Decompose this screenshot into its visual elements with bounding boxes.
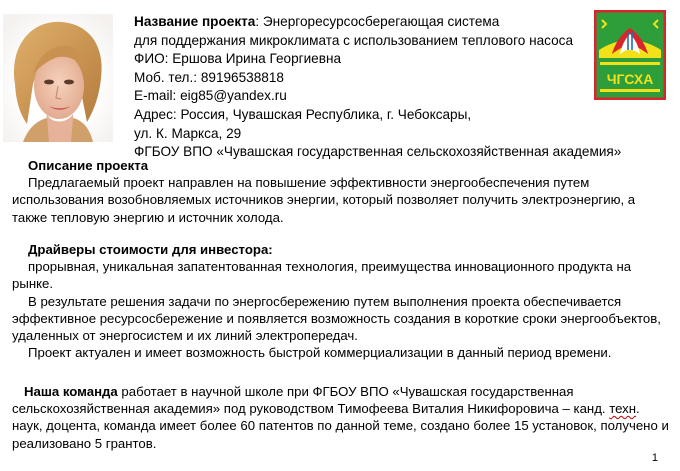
team-text-underlined: техн — [609, 401, 637, 417]
team-heading: Наша команда — [24, 384, 118, 399]
drivers-heading: Драйверы стоимости для инвестора: — [28, 242, 273, 257]
drivers-paragraph-1: прорывная, уникальная запатентованная технология, преимущества инновационного продукта на рынке. — [12, 259, 632, 292]
project-header — [134, 13, 654, 162]
logo-text: ЧГСХА — [606, 71, 654, 87]
email-address: E-mail: eig85@yandex.ru — [134, 88, 287, 104]
portrait-photo — [3, 14, 113, 142]
organization: ФГБОУ ВПО «Чувашская государственная сельскохозяйственная академия» — [134, 144, 622, 160]
project-title-line-1 — [134, 13, 654, 32]
project-title-text: : Энергоресурсосберегающая система — [255, 14, 500, 29]
project-title-line-2: для поддержания микроклимата с использованием теплового насоса — [134, 32, 574, 48]
description-heading: Описание проекта — [28, 158, 149, 173]
address-line-1: Адрес: Россия, Чувашская Республика, г. Чебоксары, — [134, 106, 472, 122]
team-text-2: . наук, доцента, команда имеет более 60 патентов по данной теме, создано более 15 установок, получено и реализовано 5 грантов. — [12, 401, 669, 451]
page-number: 1 — [651, 452, 658, 464]
drivers-paragraph-3: Проект актуален и имеет возможность быстрой коммерциализации в данный период времени. — [28, 345, 612, 361]
address-line-2: ул. К. Маркса, 29 — [134, 125, 242, 141]
team-text-1: работает в научной школе при ФГБОУ ВПО «Чувашская государственная сельскохозяйственная академия» под руководством Тимофеева Виталия Никифоровича – канд. — [12, 384, 610, 417]
project-title-label: Название проекта — [134, 14, 256, 29]
academy-logo — [594, 10, 666, 100]
phone-number: Моб. тел.: 89196538818 — [134, 69, 284, 85]
team-paragraph — [12, 383, 672, 452]
drivers-section — [12, 241, 672, 361]
team-section — [12, 383, 672, 452]
author-name: ФИО: Ершова Ирина Георгиевна — [134, 51, 342, 67]
description-section — [12, 157, 672, 226]
description-text: Предлагаемый проект направлен на повышение эффективности энергообеспечения путем использования возобновляемых источников энергии, который позволяет получить электроэнергию, а также тепловую энергию и источник холода. — [12, 175, 636, 225]
drivers-paragraph-2: В результате решения задачи по энергосбережению путем выполнения проекта обеспечивается эффективное ресурсосбережение и появляется возможность создания в короткие сроки энергообъектов, удаленных от энергосистем и их линий электропередач. — [12, 293, 661, 344]
